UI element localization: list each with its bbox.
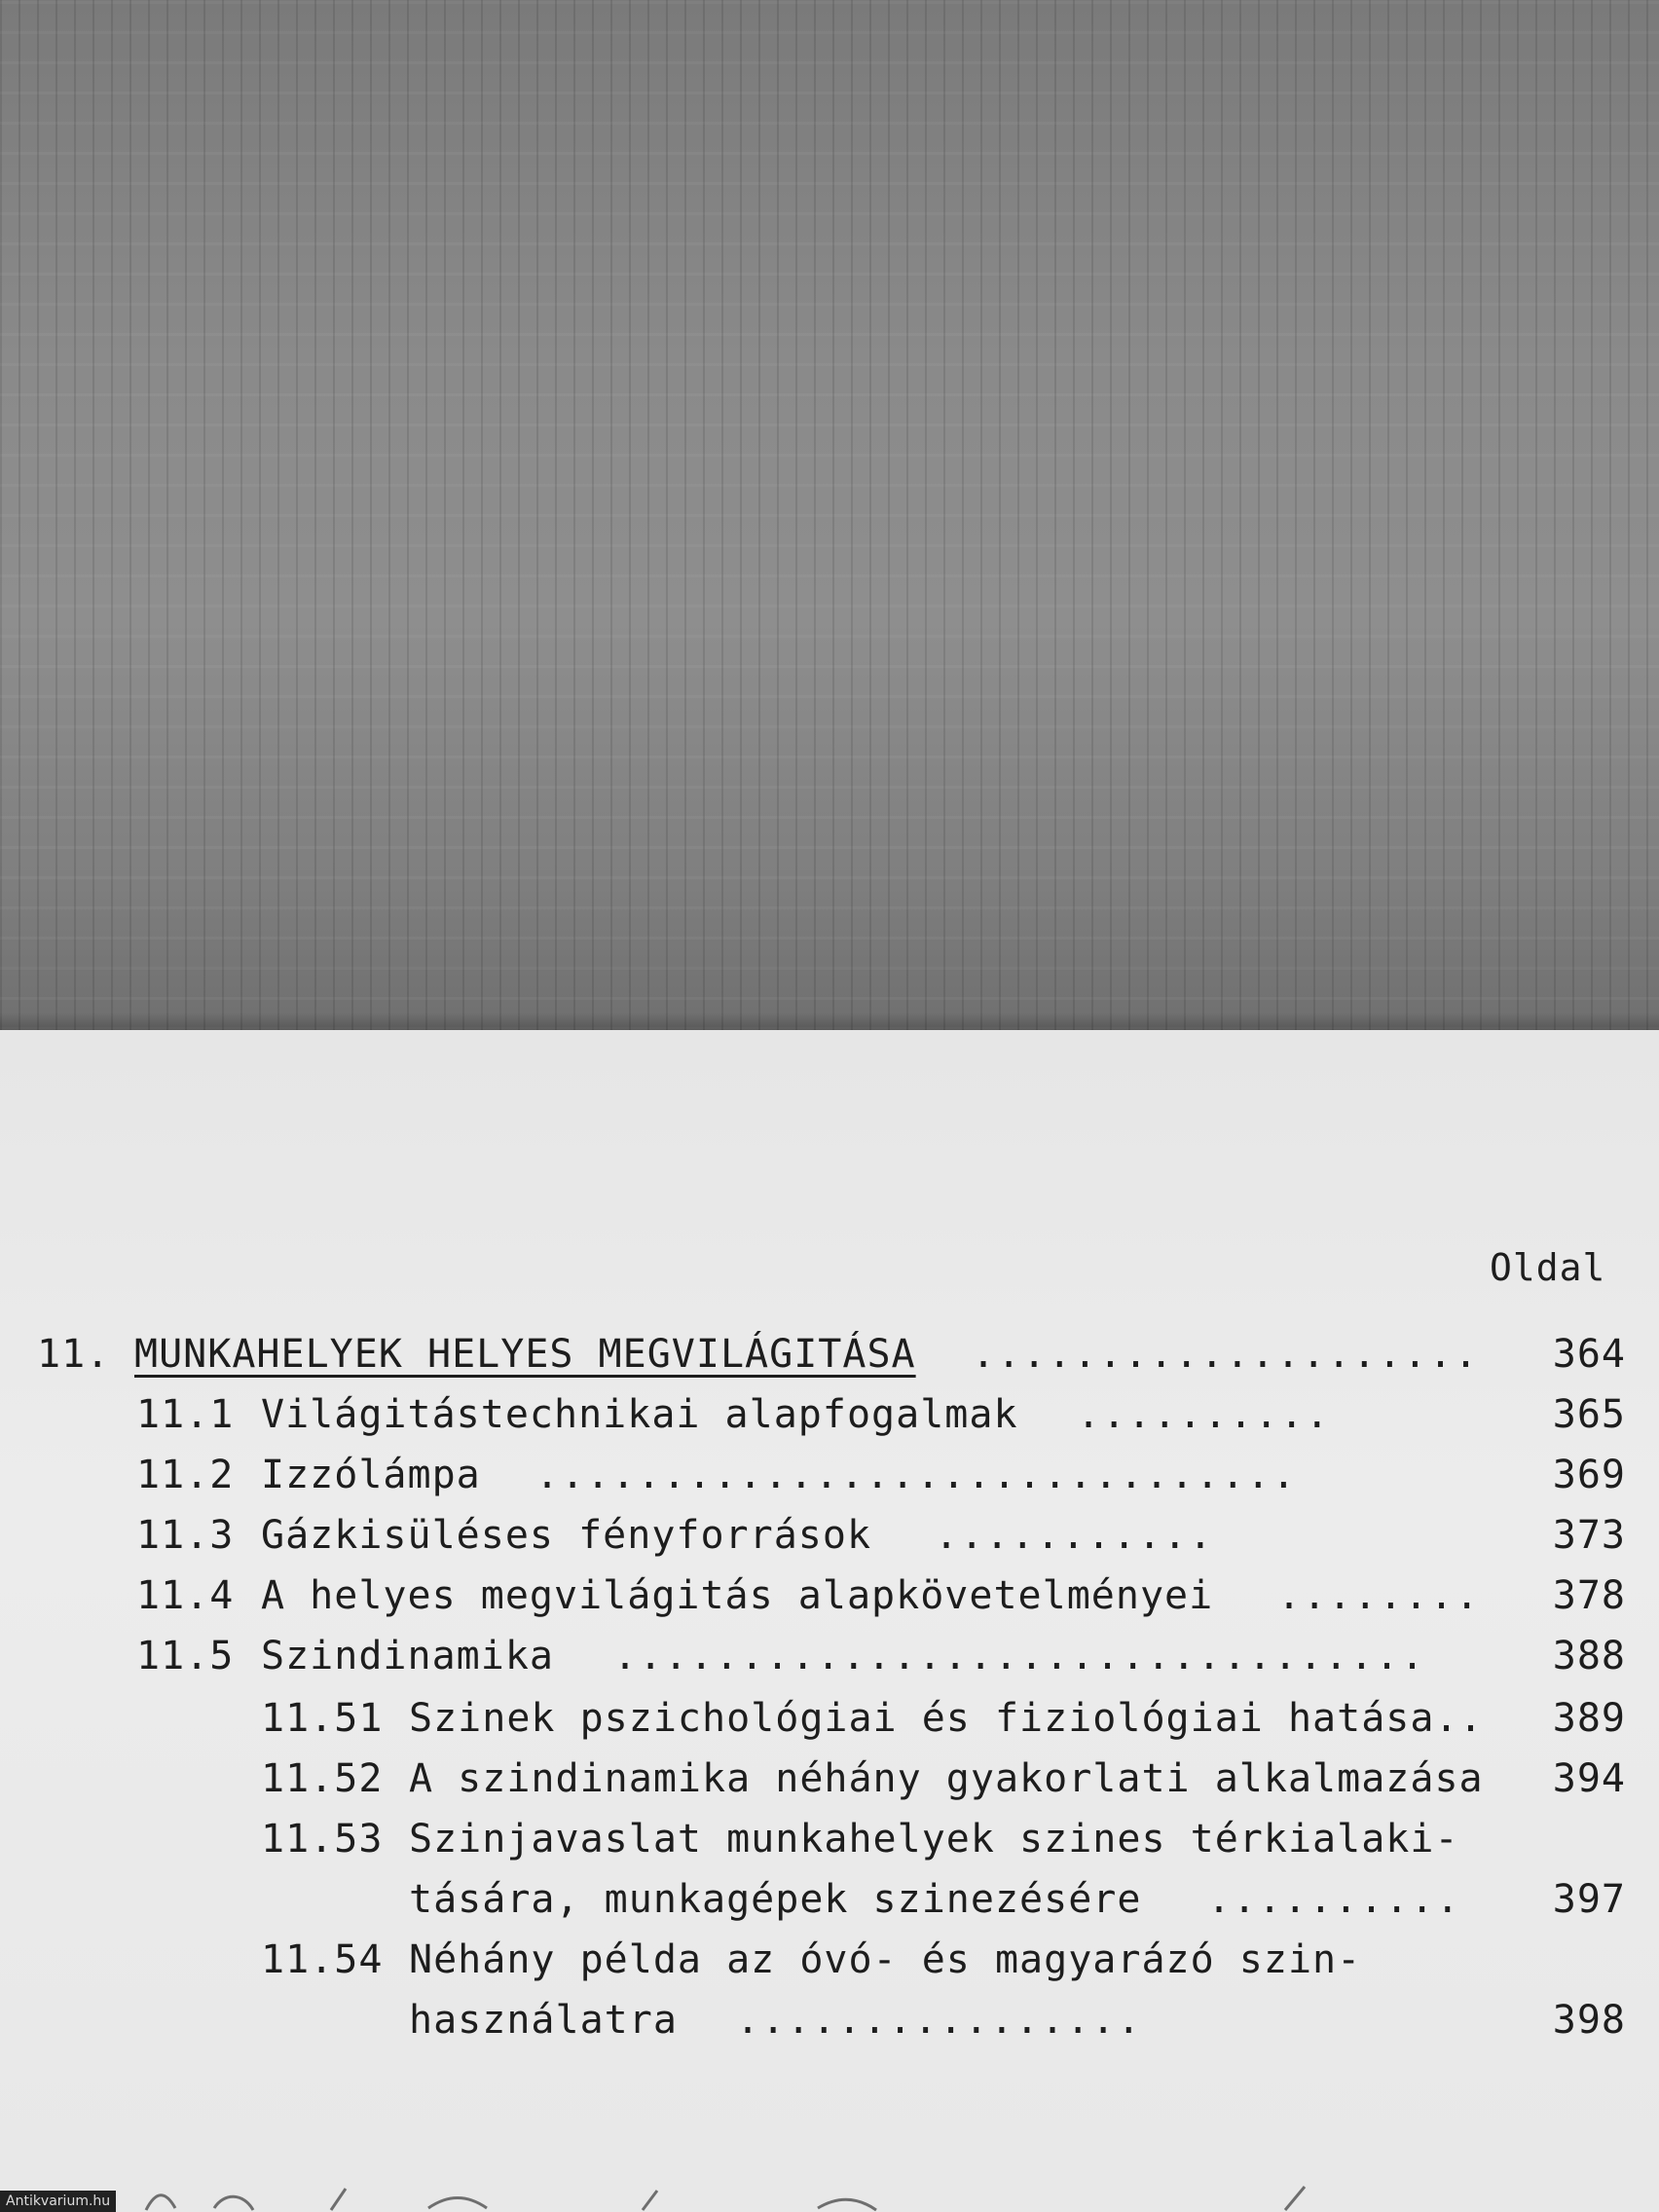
section-number: 11.2 xyxy=(136,1453,235,1497)
section-title: Szindinamika xyxy=(261,1634,554,1678)
subsection-title: Néhány példa az óvó- és magyarázó szin- xyxy=(409,1937,1362,1982)
leader-dots: .................... xyxy=(972,1332,1480,1377)
toc-section-row xyxy=(136,1567,1626,1624)
leader-dots: ........... xyxy=(935,1513,1214,1558)
toc-subsection-row xyxy=(261,1811,1626,1867)
subsection-number: 11.52 xyxy=(261,1756,384,1801)
subsection-number: 11.51 xyxy=(261,1696,384,1741)
section-page: 369 xyxy=(1552,1453,1626,1497)
section-title: Izzólámpa xyxy=(261,1453,481,1497)
handwriting-strokes xyxy=(136,2181,1402,2212)
leader-dots: ................................ xyxy=(613,1634,1426,1678)
section-title: Gázkisüléses fényforrások xyxy=(261,1513,872,1558)
toc-subsection-row xyxy=(261,1932,1626,1988)
section-page: 365 xyxy=(1552,1392,1626,1437)
subsection-title: A szindinamika néhány gyakorlati alkalmazása xyxy=(409,1756,1484,1801)
toc-section-row xyxy=(136,1447,1626,1503)
toc-subsection-row xyxy=(261,1690,1626,1747)
subsection-title-continuation: használatra xyxy=(409,1998,678,2043)
toc-subsection-row xyxy=(261,1751,1626,1807)
leader-dots: .......... xyxy=(1077,1392,1331,1437)
subsection-page: 397 xyxy=(1552,1877,1626,1922)
section-page: 378 xyxy=(1552,1573,1626,1618)
section-number: 11.3 xyxy=(136,1513,235,1558)
section-number: 11.4 xyxy=(136,1573,235,1618)
chapter-title: MUNKAHELYEK HELYES MEGVILÁGITÁSA xyxy=(134,1332,916,1377)
leader-dots: ........ xyxy=(1277,1573,1481,1618)
subsection-number: 11.54 xyxy=(261,1937,384,1982)
section-title: Világitástechnikai alapfogalmak xyxy=(261,1392,1018,1437)
watermark: Antikvarium.hu xyxy=(0,2191,116,2212)
toc-section-row xyxy=(136,1628,1626,1684)
subsection-number: 11.53 xyxy=(261,1817,384,1862)
leader-dots: .......... xyxy=(1207,1877,1461,1922)
toc-section-row xyxy=(136,1386,1626,1443)
section-number: 11.1 xyxy=(136,1392,235,1437)
toc-subsection-continuation xyxy=(261,1992,1626,2048)
cover-board xyxy=(0,0,1659,1030)
section-number: 11.5 xyxy=(136,1634,235,1678)
toc-chapter-row xyxy=(37,1326,1626,1382)
leader-dots: .............................. xyxy=(535,1453,1298,1497)
subsection-page: 394 xyxy=(1552,1756,1626,1801)
page-column-label: Oldal xyxy=(1490,1246,1606,1289)
chapter-page: 364 xyxy=(1552,1332,1626,1377)
subsection-title: Szinjavaslat munkahelyek szines térkialaki- xyxy=(409,1817,1459,1862)
subsection-page: 389 xyxy=(1552,1696,1626,1741)
subsection-title-continuation: tására, munkagépek szinezésére xyxy=(409,1877,1142,1922)
subsection-page: 398 xyxy=(1552,1998,1626,2043)
toc-subsection-continuation xyxy=(261,1871,1626,1928)
section-title: A helyes megvilágitás alapkövetelményei xyxy=(261,1573,1214,1618)
section-page: 388 xyxy=(1552,1634,1626,1678)
chapter-number: 11. xyxy=(37,1332,111,1377)
toc-section-row xyxy=(136,1507,1626,1564)
subsection-title: Szinek pszichológiai és fiziológiai hatása.. xyxy=(409,1696,1484,1741)
section-page: 373 xyxy=(1552,1513,1626,1558)
leader-dots: ................ xyxy=(736,1998,1143,2043)
